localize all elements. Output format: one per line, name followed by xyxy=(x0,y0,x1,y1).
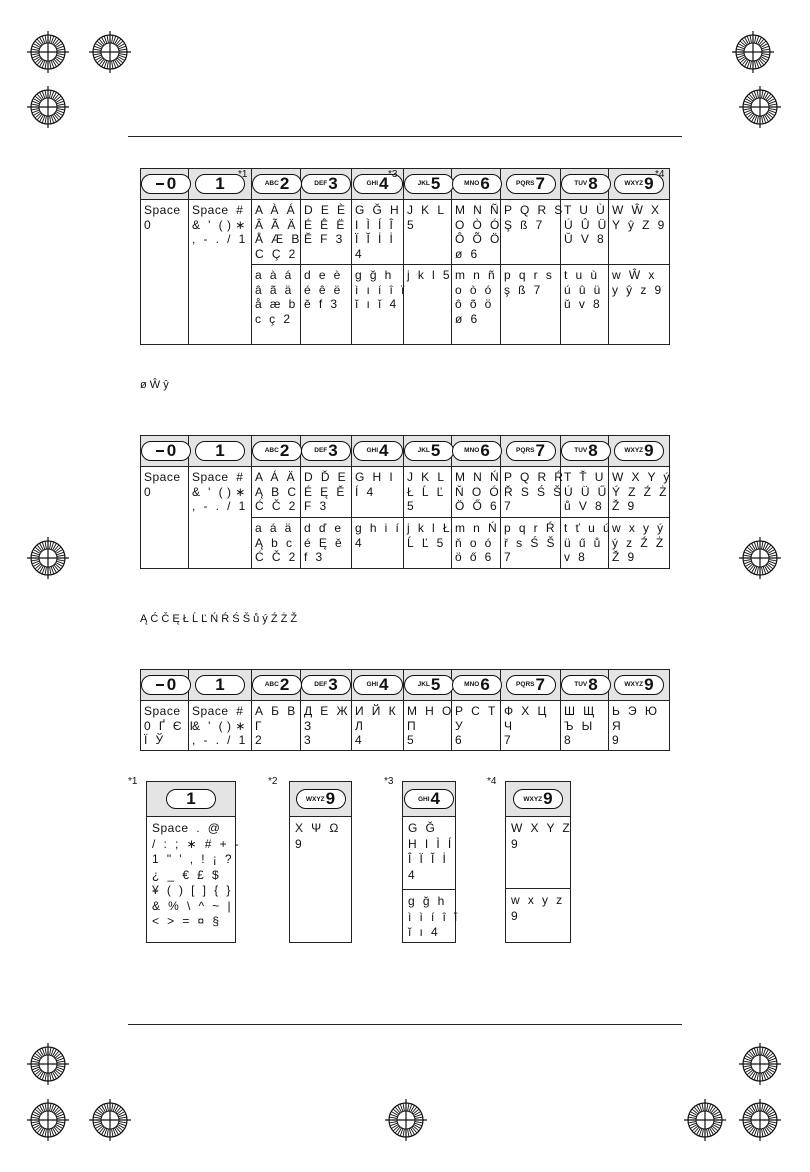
key-digit: 4 xyxy=(379,675,389,695)
char-cell-lower: w x y ý ý z Ź Ż Ž 9 xyxy=(609,518,670,569)
key-digit: 1 xyxy=(186,789,196,808)
key-digit: 0 xyxy=(166,174,177,193)
char-cell-lower: m n ñ o ò ó ô õ ö ø 6 xyxy=(452,265,501,345)
key-digit: 2 xyxy=(279,174,290,194)
key-header-cell xyxy=(501,670,561,701)
key-digit: 7 xyxy=(535,675,545,695)
key-digit: 9 xyxy=(543,789,553,808)
char-cell-upper: И Й К Л 4 xyxy=(352,701,404,751)
char-cell-lower: t u ù ú û ü ŭ v 8 xyxy=(561,265,609,345)
key-9-icon xyxy=(614,675,664,695)
key-letters: MNO xyxy=(464,680,480,688)
key-digit: 3 xyxy=(328,441,338,461)
char-cell-upper: J K L Ł Ĺ Ľ 5 xyxy=(404,467,452,518)
key-header-cell xyxy=(452,169,501,200)
key-digit: 7 xyxy=(535,441,545,461)
key-8-icon xyxy=(561,675,611,695)
key-header-cell xyxy=(141,670,189,701)
key-3-icon xyxy=(301,675,351,695)
key-header-cell xyxy=(189,670,252,701)
key-3-icon xyxy=(301,174,351,194)
key-digit: 9 xyxy=(325,789,336,808)
key-letters: DEF xyxy=(314,446,328,454)
footnote-box-2 xyxy=(289,781,352,943)
char-cell-upper: D E È É Ê Ë Ĕ F 3 xyxy=(301,200,352,265)
key-letters: JKL xyxy=(417,179,430,187)
key-letters: TUV xyxy=(574,179,588,187)
char-cell-upper: A Á Ä Ą B C Ć Č 2 xyxy=(252,467,301,518)
key-header-cell xyxy=(189,436,252,467)
registration-mark-icon xyxy=(26,30,70,74)
registration-mark-icon xyxy=(88,1098,132,1142)
key-letters: WXYZ xyxy=(624,446,644,454)
char-cell-upper: M N Ń Ň O Ó Ö Ő 6 xyxy=(452,467,501,518)
char-cell-upper: P Q R S Ş ß 7 xyxy=(501,200,561,265)
key-4-icon xyxy=(353,441,403,461)
char-cell-upper: Ш Щ Ъ Ы 8 xyxy=(561,701,609,751)
char-cell-upper: Д Е Ж З 3 xyxy=(301,701,352,751)
char-cell-upper: Ь Э Ю Я 9 xyxy=(609,701,670,751)
char-cell-lower: j k l Ł Ĺ Ľ 5 xyxy=(404,518,452,569)
key-0-icon xyxy=(141,174,191,194)
char-cell-upper: Ф Х Ц Ч 7 xyxy=(501,701,561,751)
key-header-cell xyxy=(404,436,452,467)
key-digit: 2 xyxy=(279,441,290,461)
key-digit: 5 xyxy=(430,675,441,695)
key-4-icon xyxy=(353,675,403,695)
key-header-cell xyxy=(252,670,301,701)
char-cell-upper: М Н О П 5 xyxy=(404,701,452,751)
key-digit: 1 xyxy=(215,675,225,694)
key-5-icon xyxy=(404,441,454,461)
key-header-cell xyxy=(501,169,561,200)
key-letters: JKL xyxy=(417,680,430,688)
key-7-icon xyxy=(506,441,556,461)
footnote-chars: Space . @ / : ; ∗ # + - 1 " ' , ! ¡ ? ¿ _ € £ $ ¥ ( ) [ ] { } & % \ ^ ~ | < > = ¤ § xyxy=(152,821,240,928)
registration-mark-icon xyxy=(88,30,132,74)
footnote-label-1: *1 xyxy=(128,776,138,787)
char-cell-upper: M N Ñ O Ò Ó Ô Õ Ö ø 6 xyxy=(452,200,501,265)
char-cell-lower: m n Ń ň o ó ö ő 6 xyxy=(452,518,501,569)
char-cell-upper: T Ť U Ú Ü Ű ů V 8 xyxy=(561,467,609,518)
character-table-3 xyxy=(140,669,670,751)
registration-mark-icon xyxy=(26,1042,70,1086)
key-1-icon xyxy=(195,675,245,695)
key-8-icon xyxy=(561,441,611,461)
footnote-box-4 xyxy=(505,781,571,943)
special-chars-sample-1: ø Ŵ ŷ xyxy=(140,379,169,391)
key-digit: 0 xyxy=(166,441,177,460)
special-chars-sample-2: Ą Ć Č Ę Ł Ĺ Ľ Ń Ŕ Ś Š ů ý Ź Ż Ž xyxy=(140,613,298,625)
key-6-icon xyxy=(452,174,502,194)
key-2-icon xyxy=(252,675,302,695)
key-letters: DEF xyxy=(314,680,328,688)
header-rule xyxy=(128,136,682,137)
key-2-icon xyxy=(252,174,302,194)
key-letters: GHI xyxy=(366,680,379,688)
registration-mark-icon xyxy=(26,1098,70,1142)
key-letters: WXYZ xyxy=(305,795,325,803)
key-header-cell xyxy=(252,436,301,467)
char-cell-upper: J K L 5 xyxy=(404,200,452,265)
key-0-icon xyxy=(141,441,191,461)
dash-icon xyxy=(156,684,164,686)
char-cell-lower: g h i í 4 xyxy=(352,518,404,569)
key-1-icon xyxy=(166,789,216,809)
key-9-icon xyxy=(296,789,346,809)
key-header-cell xyxy=(352,670,404,701)
key-digit: 8 xyxy=(588,441,598,461)
key-header-cell xyxy=(252,169,301,200)
registration-mark-icon xyxy=(738,85,782,129)
key-digit: 6 xyxy=(480,174,490,194)
char-cell-upper: W X Y ý Ý Z Ź Ż Ž 9 xyxy=(609,467,670,518)
char-cell-upper: Space # & ' ( ) ∗ , - . / 1 xyxy=(189,701,252,751)
key-header-cell xyxy=(141,169,189,200)
registration-mark-icon xyxy=(26,85,70,129)
footnote-chars: Χ Ψ Ω 9 xyxy=(295,821,339,851)
footnote-marker-4: *4 xyxy=(655,169,665,180)
footnote-chars-lower: g ğ h ì ì í î ï ĭ ı 4 xyxy=(403,889,455,945)
key-letters: JKL xyxy=(417,446,430,454)
key-header-cell xyxy=(301,169,352,200)
footnote-key-header xyxy=(290,782,351,817)
key-digit: 0 xyxy=(166,675,177,694)
key-digit: 7 xyxy=(535,174,545,194)
key-header-cell xyxy=(404,670,452,701)
char-cell-lower: j k l 5 xyxy=(404,265,452,345)
key-header-cell xyxy=(452,670,501,701)
key-header-cell xyxy=(301,670,352,701)
key-header-cell xyxy=(501,436,561,467)
key-5-icon xyxy=(404,174,454,194)
key-5-icon xyxy=(404,675,454,695)
key-header-cell xyxy=(561,670,609,701)
key-digit: 8 xyxy=(588,174,598,194)
key-9-icon xyxy=(614,441,664,461)
key-digit: 8 xyxy=(588,675,598,695)
character-table-2 xyxy=(140,435,670,569)
key-letters: ABC xyxy=(264,446,279,454)
key-header-cell xyxy=(561,169,609,200)
footnote-box-3 xyxy=(402,781,456,943)
key-letters: DEF xyxy=(314,179,328,187)
char-cell-lower: g ğ h ì ı í î ï ĭ ı ĭ 4 xyxy=(352,265,404,345)
key-header-cell xyxy=(141,436,189,467)
registration-mark-icon xyxy=(26,536,70,580)
char-cell-lower: d e è é ê ë ĕ f 3 xyxy=(301,265,352,345)
key-letters: ABC xyxy=(264,179,279,187)
key-letters: GHI xyxy=(417,795,430,803)
footnote-chars: W X Y Z 9 xyxy=(511,821,571,851)
key-digit: 5 xyxy=(430,441,441,461)
registration-mark-icon xyxy=(384,1098,428,1142)
char-cell-lower: t ť u ú ü ű ů v 8 xyxy=(561,518,609,569)
char-cell-upper: T U Ù Ú Û Ü Ŭ V 8 xyxy=(561,200,609,265)
key-digit: 4 xyxy=(379,174,389,194)
footnote-label-2: *2 xyxy=(268,776,278,787)
key-letters: TUV xyxy=(574,446,588,454)
key-letters: WXYZ xyxy=(624,680,644,688)
footnote-key-header xyxy=(403,782,455,817)
key-digit: 1 xyxy=(215,441,225,460)
key-letters: ABC xyxy=(264,680,279,688)
registration-mark-icon xyxy=(738,1098,782,1142)
char-cell-upper: P Q R Ŕ Ř S Ś Š 7 xyxy=(501,467,561,518)
char-cell-upper: A À Á Â Ã Ä Å Æ B C Ç 2 xyxy=(252,200,301,265)
key-digit: 3 xyxy=(328,675,338,695)
key-letters: GHI xyxy=(366,179,379,187)
dash-icon xyxy=(156,450,164,452)
key-letters: WXYZ xyxy=(523,795,543,803)
key-letters: PQRS xyxy=(516,446,535,454)
key-letters: PQRS xyxy=(516,680,535,688)
key-6-icon xyxy=(452,675,502,695)
key-header-cell xyxy=(609,670,670,701)
key-digit: 9 xyxy=(644,675,654,695)
key-letters: MNO xyxy=(464,179,480,187)
key-digit: 4 xyxy=(430,789,441,808)
char-cell-upper: Р С Т У 6 xyxy=(452,701,501,751)
char-cell-lower: p q r Ŕ ř s Ś Š 7 xyxy=(501,518,561,569)
key-header-cell xyxy=(301,436,352,467)
key-letters: MNO xyxy=(464,446,480,454)
registration-mark-icon xyxy=(731,30,775,74)
key-2-icon xyxy=(252,441,302,461)
char-cell-lower: a á ä Ą b c Ć Č 2 xyxy=(252,518,301,569)
key-letters: GHI xyxy=(366,446,379,454)
key-digit: 9 xyxy=(644,441,654,461)
key-digit: 3 xyxy=(328,174,338,194)
key-letters: TUV xyxy=(574,680,588,688)
key-digit: 6 xyxy=(480,441,490,461)
key-header-cell xyxy=(609,436,670,467)
registration-mark-icon xyxy=(738,1042,782,1086)
key-digit: 4 xyxy=(379,441,389,461)
char-cell-upper: D Ď E É Ę Ě F 3 xyxy=(301,467,352,518)
char-cell-lower: w Ŵ x y ŷ z 9 xyxy=(609,265,670,345)
key-6-icon xyxy=(452,441,502,461)
footnote-marker-3: *3 xyxy=(388,169,398,180)
key-0-icon xyxy=(141,675,191,695)
registration-mark-icon xyxy=(738,536,782,580)
key-7-icon xyxy=(506,174,556,194)
char-cell-upper: Space # & ' ( ) ∗ , - . / 1 xyxy=(189,467,252,569)
char-cell-upper: Space 0 xyxy=(141,467,189,569)
key-digit: 6 xyxy=(480,675,490,695)
key-letters: PQRS xyxy=(516,179,535,187)
key-header-cell xyxy=(404,169,452,200)
key-digit: 9 xyxy=(644,174,654,194)
key-header-cell xyxy=(352,436,404,467)
char-cell-upper: G H I Í 4 xyxy=(352,467,404,518)
char-cell-upper: А Б В Г 2 xyxy=(252,701,301,751)
footnote-label-4: *4 xyxy=(487,776,497,787)
key-digit: 2 xyxy=(279,675,290,695)
key-8-icon xyxy=(561,174,611,194)
char-cell-upper: Space # & ' ( ) ∗ , - . / 1 xyxy=(189,200,252,345)
key-1-icon xyxy=(195,441,245,461)
char-cell-upper: W Ŵ X Y ŷ Z 9 xyxy=(609,200,670,265)
dash-icon xyxy=(156,183,164,185)
footnote-label-3: *3 xyxy=(384,776,394,787)
key-9-icon xyxy=(513,789,563,809)
key-header-cell xyxy=(561,436,609,467)
character-table-1 xyxy=(140,168,670,345)
key-7-icon xyxy=(506,675,556,695)
char-cell-lower: a à á â ã ä å æ b c ç 2 xyxy=(252,265,301,345)
char-cell-lower: d ď e é Ę ě f 3 xyxy=(301,518,352,569)
key-letters: WXYZ xyxy=(624,179,644,187)
key-4-icon xyxy=(404,789,454,809)
footnote-chars-lower: w x y z 9 xyxy=(506,888,570,928)
footnote-key-header xyxy=(506,782,570,817)
key-digit: 1 xyxy=(215,174,225,193)
footnote-box-1 xyxy=(146,781,240,943)
footnote-marker-1: *1 xyxy=(238,169,248,180)
char-cell-lower: p q r s ş ß 7 xyxy=(501,265,561,345)
key-header-cell xyxy=(452,436,501,467)
key-digit: 5 xyxy=(430,174,441,194)
registration-mark-icon xyxy=(683,1098,727,1142)
key-3-icon xyxy=(301,441,351,461)
footnote-chars: G Ğ H I Ì Í Î Ï Ĭ İ 4 xyxy=(408,821,452,882)
footer-rule xyxy=(128,1024,682,1025)
char-cell-upper: Space 0 Ґ Є І Ї Ў xyxy=(141,701,189,751)
footnote-key-header xyxy=(147,782,235,817)
char-cell-upper: G Ğ H I Ì Í Î Ï Ĭ İ İ 4 xyxy=(352,200,404,265)
char-cell-upper: Space 0 xyxy=(141,200,189,345)
